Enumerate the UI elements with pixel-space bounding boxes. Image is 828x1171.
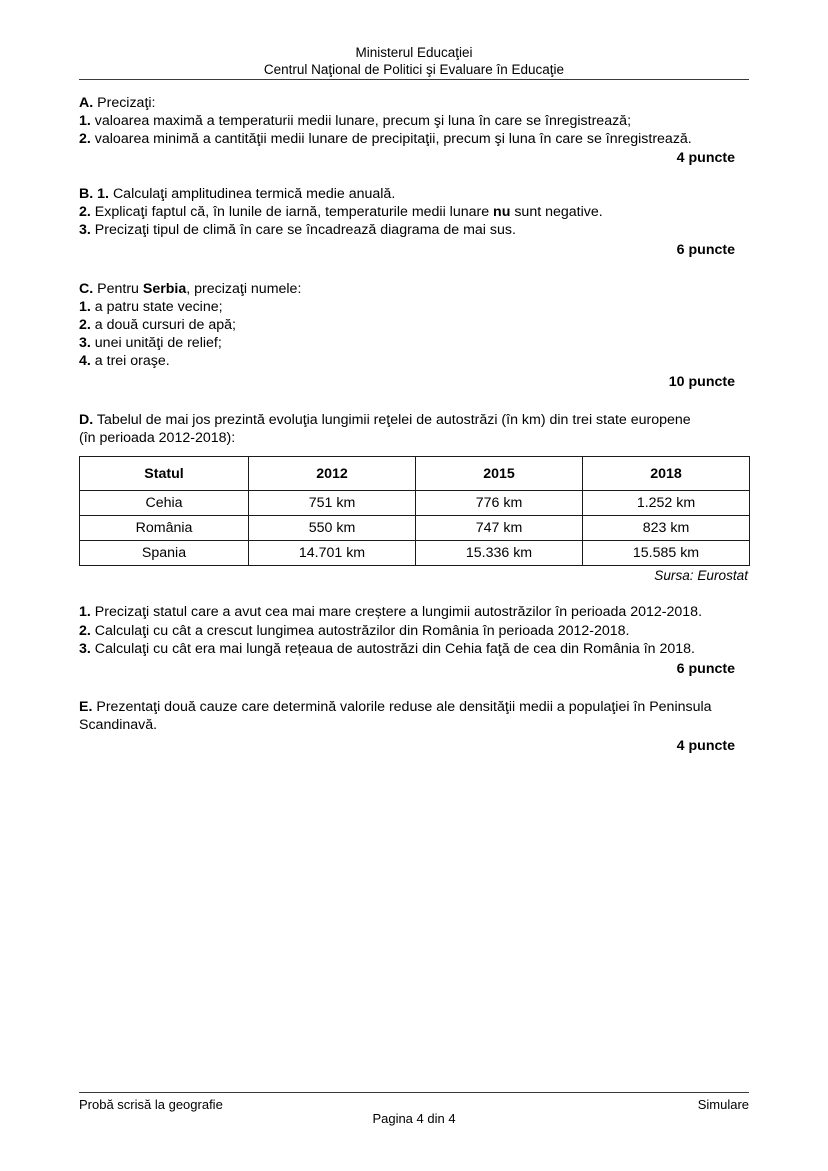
motorway-table	[79, 456, 750, 566]
section-a-label: A.	[79, 95, 94, 111]
section-c-points: 10 puncte	[668, 373, 735, 390]
motorway-table-wrapper	[79, 456, 749, 585]
section-d-intro-line-2: (în perioada 2012-2018):	[79, 430, 236, 447]
section-c-label: C.	[79, 280, 94, 297]
table-cell-2012: 14.701 km	[249, 541, 416, 566]
footer-divider	[79, 1092, 749, 1093]
section-b-item-2-text-after: sunt negative.	[510, 204, 603, 221]
table-row	[80, 516, 750, 541]
section-b-item-3-text: Precizaţi tipul de climă în care se încadrează diagrama de mai sus.	[94, 222, 516, 239]
section-d-item-1-text: Precizaţi statul care a avut cea mai mare creștere a lungimii autostrăzilor în perioada 2012-2018.	[94, 604, 703, 621]
section-b-item-3	[79, 221, 751, 239]
section-b-item-3-number: 3.	[79, 222, 91, 239]
section-c-item-3	[79, 334, 751, 352]
document-footer	[79, 1097, 749, 1112]
section-d-item-1	[79, 603, 751, 621]
section-b-item-1	[79, 185, 751, 203]
section-b-points: 6 puncte	[676, 242, 735, 259]
table-row	[80, 541, 750, 566]
section-d-item-2-text: Calculaţi cu cât a crescut lungimea autostrăzilor din România în perioada 2012-2018.	[94, 622, 630, 639]
section-b-item-2	[79, 203, 751, 221]
section-d-intro-line-1	[79, 411, 751, 429]
table-cell-2015: 747 km	[416, 516, 583, 541]
section-d-points: 6 puncte	[676, 661, 735, 678]
section-c	[79, 280, 751, 391]
section-e-text-line-1	[79, 698, 751, 716]
section-e-label: E.	[79, 699, 93, 716]
section-d	[79, 411, 751, 678]
section-c-item-1	[79, 298, 751, 316]
section-a	[79, 94, 751, 167]
section-e-text-line-2: Scandinavă.	[79, 717, 158, 734]
section-d-item-2	[79, 622, 751, 640]
section-c-country: Serbia	[142, 280, 187, 297]
footer-session-label: Simulare	[697, 1097, 749, 1112]
section-c-item-3-number: 3.	[79, 335, 91, 352]
table-row	[80, 491, 750, 516]
section-d-label: D.	[79, 411, 94, 428]
section-c-item-2-text: a două cursuri de apă;	[94, 317, 236, 334]
table-cell-2012: 550 km	[249, 516, 416, 541]
table-cell-state: România	[80, 516, 249, 541]
section-d-item-3-number: 3.	[79, 640, 91, 657]
table-cell-2012: 751 km	[249, 491, 416, 516]
section-d-item-3-text: Calculaţi cu cât era mai lungă rețeaua de autostrăzi din Cehia faţă de cea din România în 2018.	[94, 640, 695, 657]
header-divider	[79, 79, 749, 80]
section-e	[79, 698, 751, 755]
section-a-item-2-text: valoarea minimă a cantităţii medii lunare de precipitaţii, precum şi luna în care se înregistrează.	[94, 131, 692, 148]
section-c-item-4-text: a trei oraşe.	[94, 353, 170, 370]
section-e-points: 4 puncte	[676, 737, 735, 754]
spacer-a-b	[79, 167, 751, 185]
section-b-item-1-text: Calculaţi amplitudinea termică medie anuală.	[112, 185, 396, 202]
table-cell-state: Cehia	[80, 491, 249, 516]
document-header	[79, 44, 749, 78]
section-a-heading	[79, 94, 751, 112]
section-c-item-2-number: 2.	[79, 317, 91, 334]
section-c-item-3-text: unei unităţi de relief;	[94, 335, 222, 352]
section-a-points: 4 puncte	[676, 149, 735, 166]
section-a-item-2-number: 2.	[79, 131, 91, 148]
table-cell-state: Spania	[80, 541, 249, 566]
section-c-item-1-text: a patru state vecine;	[94, 298, 223, 315]
section-c-heading	[79, 280, 751, 298]
header-line-ministry: Ministerul Educaţiei	[355, 45, 473, 60]
section-c-item-4	[79, 352, 751, 370]
document-content	[79, 94, 751, 755]
section-c-item-2	[79, 316, 751, 334]
section-b-item-2-number: 2.	[79, 204, 91, 221]
table-header-2018: 2018	[583, 457, 750, 491]
spacer-c-d	[79, 391, 751, 411]
section-b-item-1-number: 1.	[97, 185, 109, 202]
table-source: Sursa: Eurostat	[654, 568, 748, 584]
table-header-2015: 2015	[416, 457, 583, 491]
section-b-item-2-text-before: Explicaţi faptul că, în lunile de iarnă, temperaturile medii lunare	[94, 204, 494, 221]
spacer-table-questions	[79, 585, 751, 603]
header-line-center: Centrul Naţional de Politici şi Evaluare în Educaţie	[263, 62, 565, 77]
section-d-item-3	[79, 640, 751, 658]
section-c-intro-after: , precizaţi numele:	[186, 280, 302, 297]
section-c-item-1-number: 1.	[79, 298, 91, 315]
section-c-item-4-number: 4.	[79, 353, 91, 370]
section-a-item-1-number: 1.	[79, 113, 91, 130]
section-b	[79, 185, 751, 260]
section-d-item-2-number: 2.	[79, 622, 91, 639]
section-e-text-1: Prezentaţi două cauze care determină valorile reduse ale densităţii medii a populaţiei în Peninsula	[96, 699, 712, 716]
section-a-intro: Precizaţi:	[97, 95, 156, 111]
table-cell-2015: 15.336 km	[416, 541, 583, 566]
table-cell-2015: 776 km	[416, 491, 583, 516]
section-a-item-1-text: valoarea maximă a temperaturii medii lunare, precum şi luna în care se înregistrează;	[94, 113, 632, 130]
section-a-item-2	[79, 130, 751, 148]
section-d-intro-text-1: Tabelul de mai jos prezintă evoluţia lungimii reţelei de autostrăzi (în km) din trei state europene	[96, 411, 691, 428]
section-b-label: B.	[79, 185, 94, 202]
table-cell-2018: 1.252 km	[583, 491, 750, 516]
footer-exam-label: Probă scrisă la geografie	[79, 1097, 223, 1112]
table-cell-2018: 15.585 km	[583, 541, 750, 566]
table-header-row	[80, 457, 750, 491]
section-d-item-1-number: 1.	[79, 604, 91, 621]
footer-page-number: Pagina 4 din 4	[372, 1111, 456, 1126]
section-a-item-1	[79, 112, 751, 130]
table-header-2012: 2012	[249, 457, 416, 491]
spacer-d-e	[79, 678, 751, 698]
spacer-b-c	[79, 260, 751, 280]
table-cell-2018: 823 km	[583, 516, 750, 541]
section-c-intro-before: Pentru	[97, 280, 143, 297]
table-header-state: Statul	[80, 457, 249, 491]
section-b-item-2-emphasis: nu	[493, 204, 511, 221]
